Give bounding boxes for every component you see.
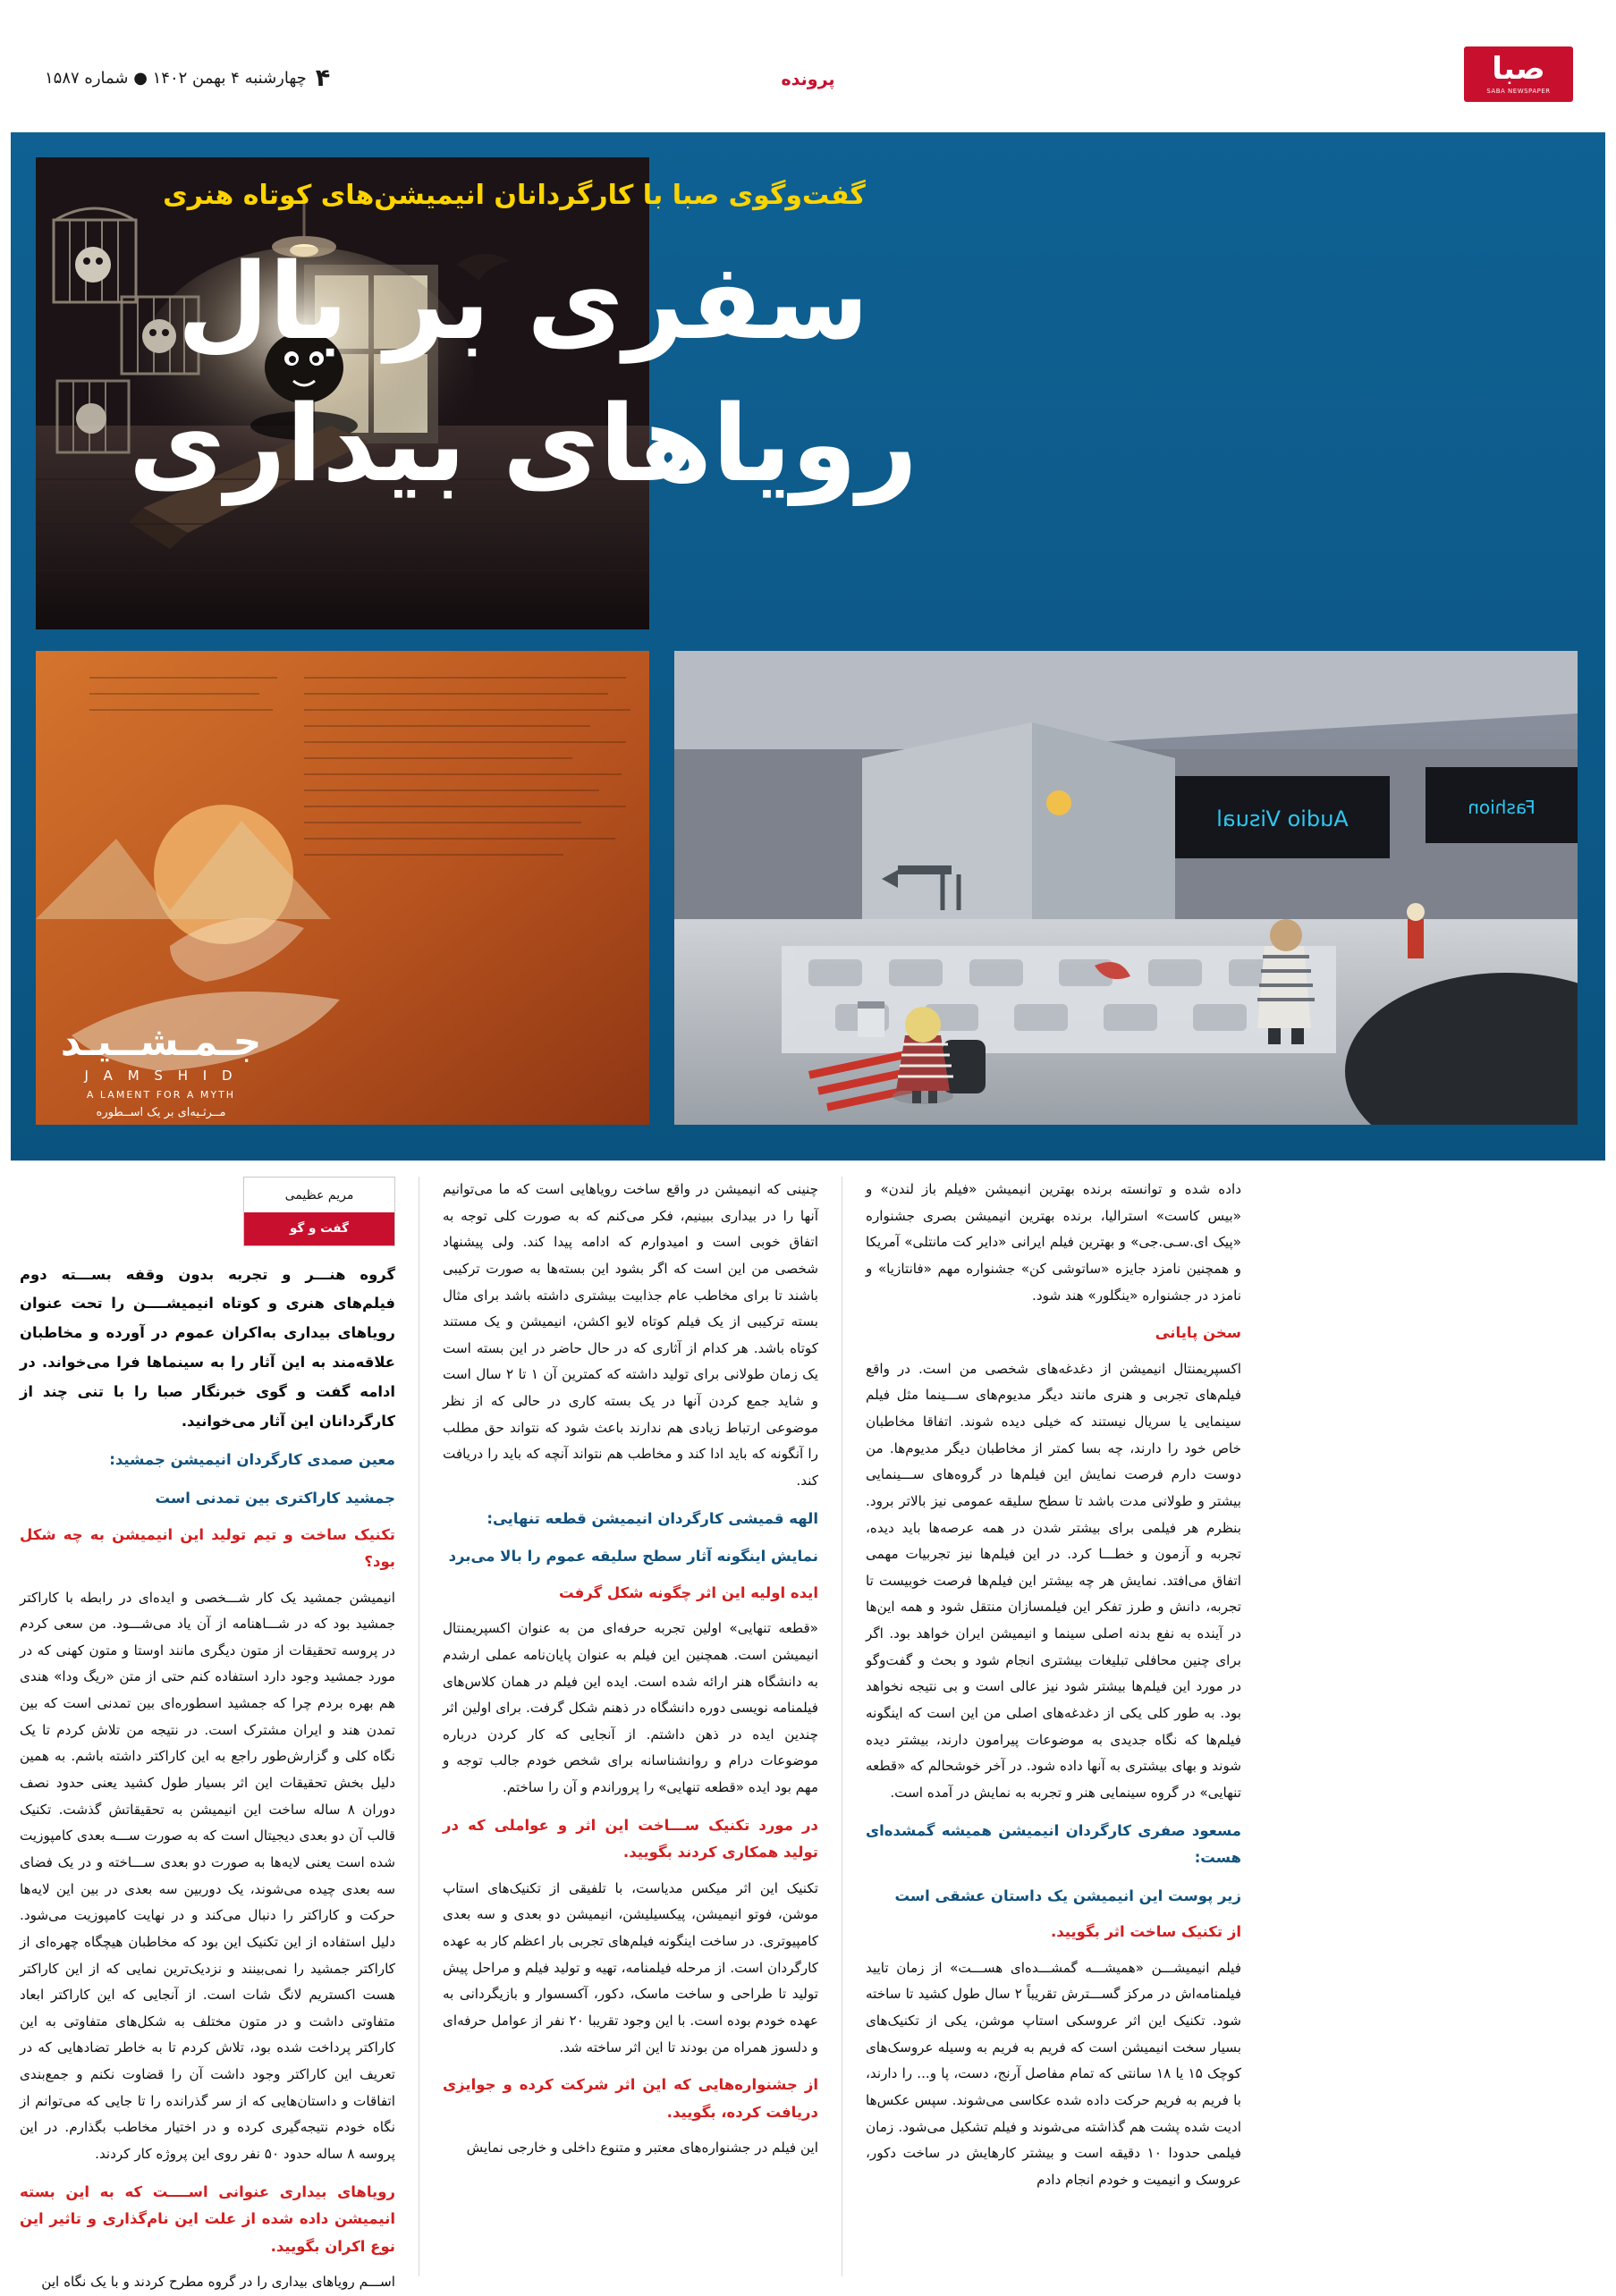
article-column-2 <box>443 1177 818 2276</box>
section-title: پرونده <box>781 70 835 89</box>
question-festivals: از جشنواره‌هایی که این اثر شرکت کرده و جوایزی دریافت کرده، بگویید. <box>443 2076 818 2121</box>
subhead-samadi-quote: جمشید کاراکتری بین تمدنی است <box>155 1490 395 1507</box>
article-body <box>20 1177 1598 2291</box>
photo-3d-hall <box>674 651 1578 1125</box>
subhead-safari-quote: زیر پوست این انیمیشن یک داستان عشقی است <box>894 1887 1241 1904</box>
question-initial-idea: ایده اولیه این اثر چگونه شکل گرفت <box>559 1583 818 1601</box>
page-number: ۴ <box>315 64 331 92</box>
author-role: گفت و گو <box>244 1212 394 1245</box>
article-column-1 <box>20 1177 395 2291</box>
paragraph-jamshid-continued: اســـم رویاهای بیداری را در گروه مطرح کردند و با یک نگاه این <box>41 2274 395 2291</box>
paragraph-technique-answer: تکنیک این اثر میکس مدیاست، با تلفیقی از تکنیک‌های استاپ موشن، فوتو انیمیشن، پیکسیلیشن، انیمیشن دو بعدی و سه بعدی کامپیوتری. در ساخت اینگونه فیلم‌های تجربی بار اعظم کار به عهده کارگردان است. از مرحله فیلمنامه، تهیه و تولید فیلم و مراحل پیش تولید تا طراحی و ساخت ماسک، دکور، آکسسوار و بازیگردانی به عهده خودم بوده است. با این وجود تقریبا ۲۰ نفر از عوامل حرفه‌ای و دلسوز همراه من بودند تا این اثر ساخته شد. <box>443 1879 818 2055</box>
paragraph-closing: اکسپریمنتال انیمیشن از دغدغه‌های شخصی من است. در واقع فیلم‌های تجربی و هنری مانند دیگر مدیوم‌های ســـینما مثل فیلم سینمایی یا سریال نیستند که خیلی دیده شوند. اتفاقا مخاطبان خاص خود را دارند، چه بسا کمتر از مخاطبان دیگر مدیوم‌ها. من دوست دارم فرصت نمایش این فیلم‌ها در گروه‌های ســـینمایی بیشتر و طولانی مدت باشد تا سطح سلیقه عمومی نیز بالاتر برود. بنظرم هر فیلمی برای بیشتر شدن در همه عرصه‌ها باید دیده، تجربه و آزمون و خطـــا کرد. در این فیلم‌ها نیز تجربیات مهمی اتفاق می‌افتد. نمایش هر چه بیشتر این فیلم‌ها فرصت خوبیست تا تجربه، دانش و طرز تفکر این فیلمسازان منتقل شود و همه این‌ها در آینده به نفع بدنه اصلی سینما و انیمیشن ایران خواهد بود. اگر برای چنین محافلی تبلیغات بیشتری انجام شود و بحث و گفت‌و‌گو در مورد این فیلم‌ها بیشتر شود نیز عالی است و بی نتیجه نخواهد بود. به طور کلی یکی از دغدغه‌های اصلی من این است که اینگونه فیلم‌ها که نگاه جدیدی به موضوعات پیرامون دارند، بیشتر دیده شوند و بهای بیشتری به آنها داده شود. در آخر خوشحالم که «قطعه تنهایی» در گروه سینمایی هنر و تجربه به نمایش در آمده است. <box>866 1360 1241 1801</box>
date-and-issue: چهارشنبه ۴ بهمن ۱۴۰۲ ● شماره ۱۵۸۷ <box>45 69 307 88</box>
subhead-ghamishi: الهه قمیشی کارگردان انیمیشن قطعه تنهایی: <box>486 1509 818 1527</box>
hero-headline <box>67 231 979 516</box>
subhead-safari: مسعود صفری کارگردان انیمیشن همیشه گمشده‌ای هست: <box>866 1821 1241 1867</box>
hero-panel <box>11 132 1605 1161</box>
issue-info <box>45 64 343 92</box>
svg-text:Audio Visual: Audio Visual <box>1216 806 1349 831</box>
paragraph-idea-answer: «قطعه تنهایی» اولین تجربه حرفه‌ای من به عنوان اکسپریمنتال انیمیشن است. همچنین این فیلم به عنوان پایان‌نامه عملی ارشدم به دانشگاه هنر ارائه شده است. ایده این فیلم در همان کلاس‌های فیلمنامه نویسی دوره دانشگاه در ذهنم شکل گرفت. برای اولین اثر چندین ایده در ذهن داشتم. از آنجایی که کار کردن درباره موضوعات درام و روانشناسانه برای شخص خودم جالب توجه و مهم بود ایده «قطعه تنهایی» را پروراندم و آن را ساختم. <box>443 1620 818 1796</box>
author-name: مریم عظیمی <box>284 1188 354 1203</box>
paragraph-safari-answer: فیلم انیمیشـــن «همیشـــه گمشـــده‌ای هســـت» از زمان تایید فیلمنامه‌اش در مرکز گســـترش تقریباً ۲ سال طول کشید تا ساخته شود. تکنیک این اثر عروسکی استاپ موشن، یکی از تکنیک‌های بسیار سخت انیمیشن است که فریم به فریم به وسیله عروسک‌های کوچک ۱۵ یا ۱۸ سانتی که تمام مفاصل آرنج، دست، پا و... را دارند، با فریم به فریم حرکت داده شده عکاسی می‌شوند. سپس عکس‌ها ادیت شده پشت هم گذاشته می‌شوند و فیلم تشکیل می‌شود. زمان فیلمی حدودا ۱۰ دقیقه است و بیشتر کارهایش در ساخت دکور، عروسک و انیمیت و خودم انجام دادم <box>866 1959 1242 2188</box>
svg-text:A LAMENT FOR A MYTH: A LAMENT FOR A MYTH <box>86 1089 236 1101</box>
subhead-samadi: معین صمدی کارگردان انیمیشن جمشید: <box>109 1451 395 1469</box>
svg-text:مــرثـیه‌ای بر یک اســطوره: مــرثـیه‌ای بر یک اســطوره <box>96 1106 226 1119</box>
paragraph-festivals-answer: این فیلم در جشنواره‌های معتبر و متنوع داخلی و خارجی نمایش <box>466 2140 818 2157</box>
question-technique-loneliness: در مورد تکنیک ســـاخت این اثر و عواملی که در تولید همکاری کردند بگویید. <box>443 1816 818 1861</box>
author-badge <box>243 1177 395 1246</box>
hero-kicker: گفت‌و‌گوی صبا با کارگردانان انیمیشن‌های کوتاه هنری <box>163 180 866 211</box>
photo-jamshid-poster <box>36 651 649 1125</box>
logo-subtext: SABA NEWSPAPER <box>1486 88 1551 95</box>
question-technique-jamshid: تکنیک ساخت و تیم تولید این انیمیشن به چه شکل بود؟ <box>20 1525 395 1571</box>
subhead-ghamishi-quote: نمایش اینگونه آثار سطح سلیقه عموم را بالا می‌برد <box>448 1548 818 1566</box>
subhead-closing-words: سخن پایانی <box>1155 1324 1241 1342</box>
article-lead: گروه هنـــر و تجربه بدون وقفه بســـته دوم فیلم‌های هنری و کوتاه انیمیشــــن را تحت عنوان رویاهای بیداری به‌اکران عموم در آورده و مخاطبان علاقه‌مند به این آثار را به سینماها فرا می‌خواند. در ادامه گفت و گوی خبرنگار صبا را با تنی چند از کارگردانان این آثار می‌خوانید. <box>20 1265 395 1430</box>
question-title-meaning: رویاهای بیداری عنوانی اســــت که به این بسته انیمیشن داده شده از علت این نام‌گذاری و تاثیر این نوع اکران بگویید. <box>20 2182 395 2255</box>
headline-line-1: سفری بر بال <box>177 240 869 363</box>
paragraph-dreams-continued: چنینی که انیمیشن در واقع ساخت رویاهایی است که ما می‌توانیم آنها را در بیداری ببینیم، فکر می‌کنم که به صورت کلی توجه به اتفاق خوبی است و امیدوارم که ادامه پیدا کند. ولی پیشنهاد شخصی من این است که اگر بشود این بسته‌ها به صورت ترکیبی باشند تا برای مخاطب عام جذابیت بیشتری داشته باشد برای مثال بسته ترکیبی از یک فیلم کوتاه لایو اکشن، انیمیشن و یک مستند کوتاه باشد. هر کدام از آثاری که در حال حاضر در این بسته است یک زمان طولانی برای تولید داشته که کمترین آن ۱ تا ۲ سال است و شاید جمع کردن آنها در یک بسته کاری در حالی که از نظر موضوعی ارتباط زیادی هم ندارند باعث شود که نتواند حق مطلب را آنگونه که باید ادا کند و مخاطب هم نتواند آنچه که باید را دریافت کند. <box>443 1181 818 1490</box>
paragraph-jamshid-answer: انیمیشن جمشید یک کار شـــخصی و ایده‌ای در رابطه با کاراکتر جمشید بود که در شـــاهنامه از آن یاد می‌شـــود. من سعی کردم در پروسه تحقیقات از متون دیگری مانند اوستا و متون کهنی که در مورد جمشید وجود دارد استفاده کنم حتی از متن «ریگ ودا» هندی هم بهره بردم چرا که جمشید اسطوره‌ای بین تمدنی است که بین تمدن هند و ایران مشترک است. در نتیجه من تلاش کردم تا یک نگاه کلی و گزارش‌طور راجع به این کاراکتر داشته باشم. به همین دلیل بخش تحقیقات این اثر بسیار طول کشید یعنی حدود نصف دوران ۸ ساله ساخت این انیمیشن به تحقیقاتش گذشت. تکنیک قالب آن دو بعدی دیجیتال است که به صورت ســـه بعدی کامپوزیت شده است یعنی لایه‌ها به صورت دو بعدی ســـاخته و در یک فضای سه بعدی چیده می‌شوند، یک دوربین سه بعدی در بین این لایه‌ها حرکت و کاراکتر را دنبال می‌کند و در نهایت کامپوزیت می‌شود. دلیل استفاده از این تکنیک این بود که مخاطبان هیچگاه چهره‌ای از کاراکتر جمشید را نمی‌بینند و نزدیک‌ترین نمایی که از این کاراکتر هست اکستریم لانگ شات است. از آنجایی که این کاراکتر ابعاد متفاوتی داشت و در متون مختلف به شکل‌های متفاوتی به این کاراکتر پرداخت شده بود، تلاش کردم تا به خاطر تضادهایی که در تعریف این کاراکتر وجود داشت آن را قضاوت نکنم و جمع‌بندی اتفاقات و داستان‌هایی که از سر گذرانده را تا جایی که می‌توانم از نگاه خودم نتیجه‌گیری کرده و در اختیار مخاطب بگذارم. در این پروسه ۸ ساله حدود ۵۰ نفر روی این پروژه کار کردند. <box>20 1589 395 2162</box>
svg-text:Fashion: Fashion <box>1468 797 1536 818</box>
headline-line-2: رویاهای بیداری <box>128 382 918 506</box>
logo-wordmark: صبا <box>1492 51 1545 87</box>
jamshid-poster-art <box>36 651 649 1125</box>
figure-small-red <box>1407 903 1425 958</box>
svg-text:جـمـشــیـد: جـمـشــیـد <box>60 1019 262 1065</box>
svg-text:J A M S H I D: J A M S H I D <box>84 1068 238 1084</box>
question-technique-safari: از تکنیک ساخت اثر بگویید. <box>1050 1923 1241 1941</box>
paragraph-awards: داده شده و توانسته برنده بهترین انیمیشن «فیلم باز لندن» و «بیس کاست» استرالیا، برنده بهترین انیمیشن بصری جشنواره «پیک ای.سـی.جی» و بهترین فیلم ایرانی «دایر کت مانتلی» آمریکا و همچنین نامزد جایزه «ساتوشی کن» جشنواره مهم «فانتازیا» و نامزد در جشنواره «ینگلور» هند شود. <box>866 1181 1241 1304</box>
article-column-3 <box>866 1177 1241 2276</box>
hall-illustration <box>674 651 1578 1125</box>
masthead <box>0 0 1616 132</box>
